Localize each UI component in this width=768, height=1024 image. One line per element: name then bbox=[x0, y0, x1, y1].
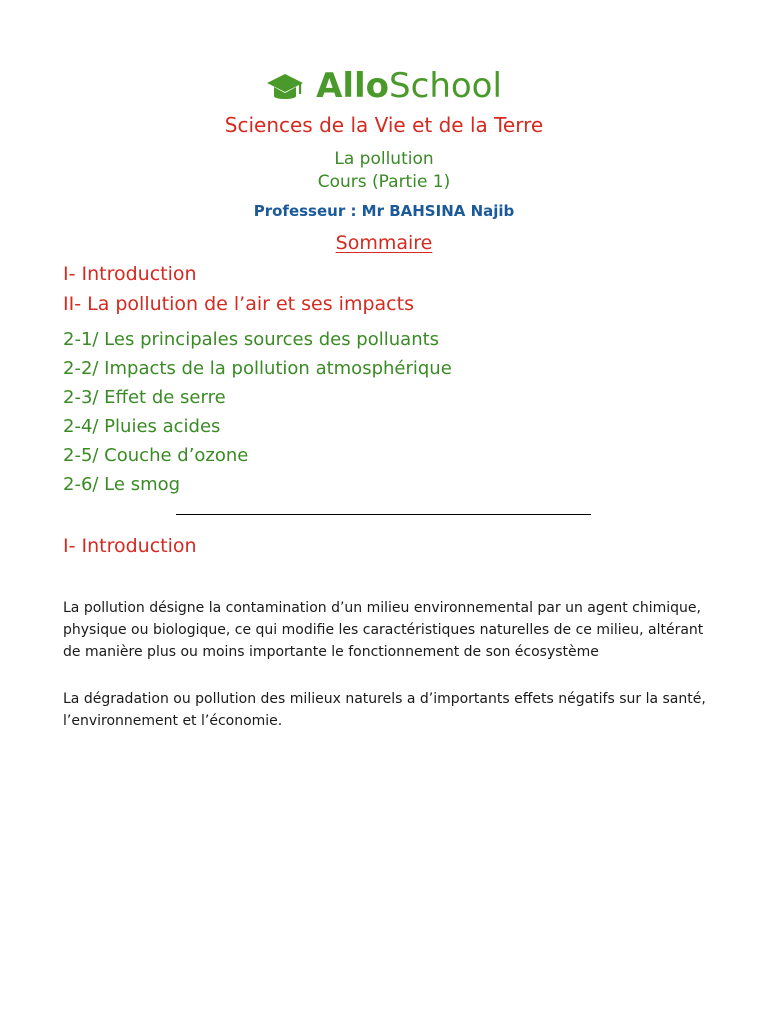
toc-subitem: 2-6/ Le smog bbox=[63, 474, 181, 495]
summary-title-text: Sommaire bbox=[335, 232, 433, 254]
toc-item-introduction: I- Introduction bbox=[63, 263, 197, 285]
toc-subitem: 2-5/ Couche d’ozone bbox=[63, 445, 249, 466]
toc-subitem: 2-2/ Impacts de la pollution atmosphérique bbox=[63, 358, 452, 379]
graduation-cap-icon bbox=[266, 71, 304, 105]
topic-title: La pollution bbox=[334, 149, 434, 169]
paragraph: La dégradation ou pollution des milieux naturels a d’importants effets négatifs sur la santé, l’environnement et l’économie. bbox=[63, 691, 706, 729]
toc-subitem: 2-1/ Les principales sources des polluants bbox=[63, 329, 440, 350]
logo-text bbox=[316, 66, 502, 106]
subject-title: Sciences de la Vie et de la Terre bbox=[224, 113, 544, 137]
logo-text-bold: Allo bbox=[316, 66, 390, 106]
toc-subitem: 2-4/ Pluies acides bbox=[63, 416, 221, 437]
professor-name: Professeur : Mr BAHSINA Najib bbox=[253, 202, 515, 220]
toc-item-air-pollution: II- La pollution de l’air et ses impacts bbox=[63, 293, 414, 315]
summary-title bbox=[0, 232, 768, 254]
section-heading-introduction: I- Introduction bbox=[63, 535, 197, 557]
alloschool-logo bbox=[0, 66, 768, 106]
logo-text-light: School bbox=[389, 66, 502, 106]
paragraph: La pollution désigne la contamination d’un milieu environnemental par un agent chimique, physique ou biologique, ce qui modifie les caractéristiques naturelles de ce milieu, altérant de manière plus ou moins importante le fonctionnement de son écosystème bbox=[63, 600, 704, 660]
part-title: Cours (Partie 1) bbox=[317, 172, 451, 192]
divider bbox=[176, 514, 591, 515]
toc-subitem: 2-3/ Effet de serre bbox=[63, 387, 226, 408]
